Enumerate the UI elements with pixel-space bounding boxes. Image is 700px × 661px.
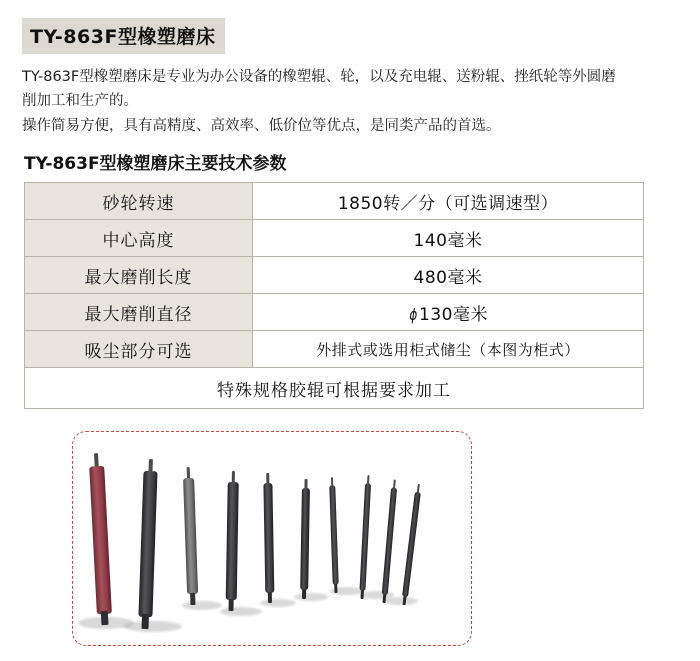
roller-dark-medium <box>222 471 242 611</box>
table-row <box>25 257 644 294</box>
table-row <box>25 331 644 368</box>
roller-shaft-bottom <box>229 599 234 611</box>
intro-line-3: 操作简易方便，具有高精度、高效率、低价位等优点，是同类产品的首选。 <box>22 117 501 134</box>
roller-body <box>263 483 274 593</box>
roller-dark-small-1 <box>260 473 278 603</box>
spec-value-max-grind-length: 480毫米 <box>253 257 644 294</box>
spec-value-max-grind-diameter-text: 130毫米 <box>419 304 488 325</box>
spec-label-center-height: 中心高度 <box>25 220 253 257</box>
roller-shaft-bottom <box>403 596 407 605</box>
roller-gray-medium <box>179 467 202 606</box>
roller-thin-1 <box>326 477 342 593</box>
roller-body <box>138 471 157 617</box>
roller-thin-2 <box>356 475 374 599</box>
page-title: TY-863F型橡塑磨床 <box>30 26 216 48</box>
roller-dark-small-2 <box>296 479 314 599</box>
roller-thin-3 <box>378 479 401 604</box>
roller-body <box>402 492 421 598</box>
diameter-symbol-icon: ϕ <box>409 304 418 324</box>
spec-label-max-grind-diameter: 最大磨削直径 <box>25 294 253 331</box>
roller-shaft-bottom <box>361 590 364 599</box>
roller-body <box>359 483 371 591</box>
roller-body <box>329 485 338 585</box>
roller-body <box>300 488 310 590</box>
roller-shaft-bottom <box>302 589 306 599</box>
spec-value-center-height: 140毫米 <box>253 220 644 257</box>
spec-value-dust-collection: 外排式或选用柜式储尘（本图为柜式） <box>253 331 644 368</box>
spec-value-max-grind-diameter <box>253 294 644 331</box>
spec-label-dust-collection: 吸尘部分可选 <box>25 331 253 368</box>
roller-body <box>183 478 198 594</box>
roller-shaft-bottom <box>268 592 272 603</box>
spec-footnote: 特殊规格胶辊可根据要求加工 <box>25 368 644 409</box>
roller-body <box>382 488 397 596</box>
roller-shaft-bottom <box>101 611 109 625</box>
roller-thin-4 <box>398 484 425 607</box>
table-row <box>25 294 644 331</box>
roller-shaft-bottom <box>334 584 337 593</box>
roller-body <box>89 466 112 615</box>
table-row <box>25 368 644 409</box>
intro-paragraph <box>22 66 672 137</box>
roller-dark-gray-large <box>134 459 162 630</box>
page-title-bar <box>22 18 225 54</box>
spec-section-title: TY-863F型橡塑磨床主要技术参数 <box>24 154 287 175</box>
intro-line-2: 削加工和生产的。 <box>22 93 138 110</box>
roller-body <box>226 482 239 600</box>
table-row <box>25 220 644 257</box>
table-row <box>25 183 644 220</box>
specification-table <box>24 182 644 409</box>
roller-shaft-bottom <box>383 594 387 603</box>
spec-label-max-grind-length: 最大磨削长度 <box>25 257 253 294</box>
roller-shaft-bottom <box>190 593 195 605</box>
roller-product-group <box>72 431 472 646</box>
intro-line-1: TY-863F型橡塑磨床是专业为办公设备的橡塑辊、轮，以及充电辊、送粉辊、挫纸轮等外圆磨 <box>22 69 616 85</box>
spec-label-wheel-speed: 砂轮转速 <box>25 183 253 220</box>
product-photo-area <box>22 431 682 661</box>
spec-value-wheel-speed: 1850转／分（可选调速型） <box>253 183 644 220</box>
roller-maroon-large <box>85 453 116 626</box>
